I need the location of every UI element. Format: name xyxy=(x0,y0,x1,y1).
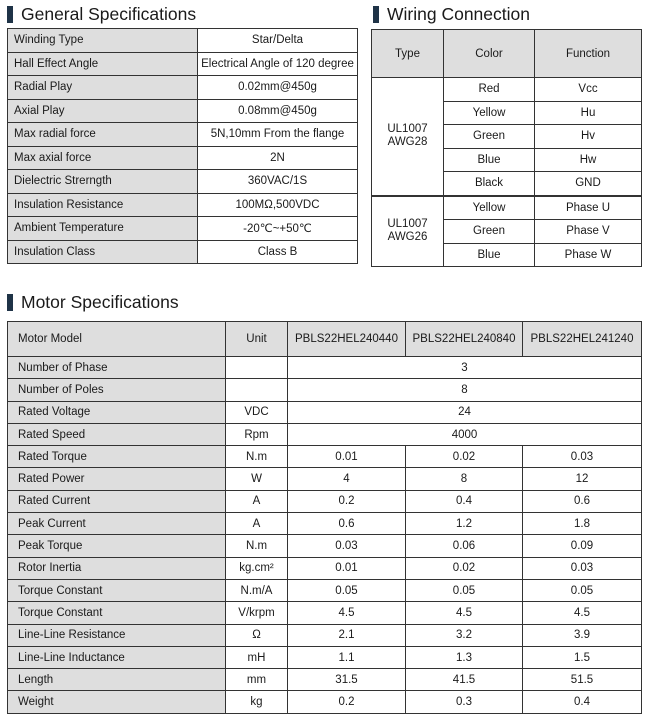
motor-spec-value-1: 2.1 xyxy=(288,624,406,646)
motor-spec-heading xyxy=(7,292,179,313)
motor-spec-row xyxy=(8,446,642,468)
general-spec-row xyxy=(8,240,358,264)
general-spec-label: Ambient Temperature xyxy=(8,217,198,241)
general-spec-value: Electrical Angle of 120 degree xyxy=(198,52,358,76)
motor-spec-shared-value: 8 xyxy=(288,379,642,401)
wiring-header-color: Color xyxy=(444,30,535,78)
motor-spec-unit xyxy=(226,379,288,401)
motor-spec-shared-value: 4000 xyxy=(288,423,642,445)
general-spec-label: Axial Play xyxy=(8,99,198,123)
motor-spec-label: Rotor Inertia xyxy=(8,557,226,579)
motor-spec-unit: A xyxy=(226,513,288,535)
wiring-title: Wiring Connection xyxy=(387,4,530,24)
motor-spec-unit: N.m/A xyxy=(226,579,288,601)
wiring-color: Green xyxy=(444,220,535,244)
motor-spec-row xyxy=(8,423,642,445)
general-spec-row xyxy=(8,76,358,100)
general-spec-value: 0.02mm@450g xyxy=(198,76,358,100)
motor-spec-value-3: 1.8 xyxy=(523,513,642,535)
motor-spec-value-2: 1.3 xyxy=(406,646,523,668)
motor-spec-value-1: 4.5 xyxy=(288,602,406,624)
motor-spec-value-2: 0.3 xyxy=(406,691,523,713)
general-spec-row xyxy=(8,217,358,241)
motor-spec-label: Rated Power xyxy=(8,468,226,490)
motor-spec-value-3: 0.4 xyxy=(523,691,642,713)
wiring-function: GND xyxy=(535,172,642,196)
motor-spec-unit: N.m xyxy=(226,535,288,557)
wiring-function: Phase V xyxy=(535,220,642,244)
motor-spec-value-1: 0.6 xyxy=(288,513,406,535)
wiring-function: Hw xyxy=(535,148,642,172)
motor-spec-value-2: 0.02 xyxy=(406,557,523,579)
motor-spec-row xyxy=(8,357,642,379)
motor-spec-unit: kg xyxy=(226,691,288,713)
general-spec-row xyxy=(8,52,358,76)
wiring-type-line: UL1007 xyxy=(387,218,428,231)
wiring-color: Black xyxy=(444,172,535,196)
motor-spec-unit: W xyxy=(226,468,288,490)
motor-spec-label: Peak Current xyxy=(8,513,226,535)
motor-spec-label: Number of Poles xyxy=(8,379,226,401)
wiring-color: Blue xyxy=(444,243,535,267)
motor-spec-label: Number of Phase xyxy=(8,357,226,379)
general-spec-row xyxy=(8,99,358,123)
motor-spec-row xyxy=(8,579,642,601)
motor-spec-row xyxy=(8,401,642,423)
motor-spec-row xyxy=(8,557,642,579)
wiring-function: Vcc xyxy=(535,78,642,102)
general-spec-row xyxy=(8,146,358,170)
motor-header-model: Motor Model xyxy=(8,322,226,357)
motor-spec-value-2: 41.5 xyxy=(406,669,523,691)
wiring-type-line: AWG26 xyxy=(387,231,428,244)
motor-spec-value-1: 0.2 xyxy=(288,691,406,713)
motor-spec-value-2: 0.4 xyxy=(406,490,523,512)
wiring-color: Yellow xyxy=(444,101,535,125)
wiring-function: Hu xyxy=(535,101,642,125)
wiring-color: Red xyxy=(444,78,535,102)
motor-spec-row xyxy=(8,468,642,490)
motor-spec-row xyxy=(8,669,642,691)
motor-spec-table xyxy=(7,321,642,714)
general-spec-row xyxy=(8,29,358,53)
motor-spec-label: Line-Line Resistance xyxy=(8,624,226,646)
motor-spec-label: Rated Torque xyxy=(8,446,226,468)
wiring-color: Blue xyxy=(444,148,535,172)
wiring-type-cell xyxy=(372,196,444,267)
motor-spec-unit: mH xyxy=(226,646,288,668)
motor-spec-label: Torque Constant xyxy=(8,602,226,624)
motor-spec-row xyxy=(8,624,642,646)
general-spec-title: General Specifications xyxy=(21,4,197,24)
heading-bar xyxy=(7,6,13,23)
motor-spec-row xyxy=(8,646,642,668)
motor-spec-row xyxy=(8,513,642,535)
wiring-type-line: UL1007 xyxy=(387,123,428,136)
motor-spec-value-1: 0.01 xyxy=(288,446,406,468)
motor-spec-row xyxy=(8,691,642,713)
motor-spec-value-3: 12 xyxy=(523,468,642,490)
wiring-color: Green xyxy=(444,125,535,149)
general-spec-label: Radial Play xyxy=(8,76,198,100)
general-spec-value: 360VAC/1S xyxy=(198,170,358,194)
general-spec-value: 2N xyxy=(198,146,358,170)
motor-spec-label: Line-Line Inductance xyxy=(8,646,226,668)
wiring-row xyxy=(372,78,642,102)
motor-header-model-1: PBLS22HEL240440 xyxy=(288,322,406,357)
motor-spec-value-2: 0.02 xyxy=(406,446,523,468)
motor-spec-value-3: 51.5 xyxy=(523,669,642,691)
motor-spec-value-3: 0.6 xyxy=(523,490,642,512)
general-spec-value: -20℃~+50℃ xyxy=(198,217,358,241)
motor-spec-value-3: 0.03 xyxy=(523,557,642,579)
motor-spec-row xyxy=(8,490,642,512)
motor-spec-value-2: 4.5 xyxy=(406,602,523,624)
motor-spec-value-2: 0.06 xyxy=(406,535,523,557)
motor-spec-label: Peak Torque xyxy=(8,535,226,557)
wiring-table xyxy=(371,29,642,267)
motor-spec-row xyxy=(8,379,642,401)
wiring-row xyxy=(372,196,642,220)
general-spec-value: 0.08mm@450g xyxy=(198,99,358,123)
general-spec-label: Dielectric Strerngth xyxy=(8,170,198,194)
motor-spec-unit: A xyxy=(226,490,288,512)
motor-spec-shared-value: 24 xyxy=(288,401,642,423)
motor-spec-value-3: 0.03 xyxy=(523,446,642,468)
motor-spec-label: Length xyxy=(8,669,226,691)
wiring-color: Yellow xyxy=(444,196,535,220)
motor-spec-label: Torque Constant xyxy=(8,579,226,601)
general-spec-value: 100MΩ,500VDC xyxy=(198,193,358,217)
motor-spec-value-2: 1.2 xyxy=(406,513,523,535)
general-spec-row xyxy=(8,170,358,194)
motor-spec-value-3: 0.05 xyxy=(523,579,642,601)
motor-spec-value-1: 0.01 xyxy=(288,557,406,579)
motor-spec-value-3: 0.09 xyxy=(523,535,642,557)
motor-spec-value-3: 3.9 xyxy=(523,624,642,646)
motor-header-model-3: PBLS22HEL241240 xyxy=(523,322,642,357)
motor-spec-unit xyxy=(226,357,288,379)
general-spec-label: Insulation Resistance xyxy=(8,193,198,217)
wiring-function: Phase W xyxy=(535,243,642,267)
motor-spec-unit: Rpm xyxy=(226,423,288,445)
wiring-heading xyxy=(373,4,530,25)
motor-spec-value-1: 0.2 xyxy=(288,490,406,512)
general-spec-value: 5N,10mm From the flange xyxy=(198,123,358,147)
motor-spec-value-1: 31.5 xyxy=(288,669,406,691)
motor-spec-unit: V/krpm xyxy=(226,602,288,624)
motor-spec-value-3: 1.5 xyxy=(523,646,642,668)
wiring-type-line: AWG28 xyxy=(387,136,428,149)
motor-spec-value-1: 0.03 xyxy=(288,535,406,557)
motor-spec-row xyxy=(8,602,642,624)
motor-spec-label: Weight xyxy=(8,691,226,713)
general-spec-table xyxy=(7,28,358,264)
wiring-function: Hv xyxy=(535,125,642,149)
general-spec-label: Winding Type xyxy=(8,29,198,53)
motor-spec-value-2: 3.2 xyxy=(406,624,523,646)
general-spec-label: Max axial force xyxy=(8,146,198,170)
motor-spec-value-1: 1.1 xyxy=(288,646,406,668)
motor-spec-value-1: 0.05 xyxy=(288,579,406,601)
general-spec-value: Class B xyxy=(198,240,358,264)
general-spec-label: Hall Effect Angle xyxy=(8,52,198,76)
motor-spec-unit: kg.cm² xyxy=(226,557,288,579)
motor-spec-unit: Ω xyxy=(226,624,288,646)
general-spec-row xyxy=(8,123,358,147)
motor-spec-row xyxy=(8,535,642,557)
general-spec-label: Insulation Class xyxy=(8,240,198,264)
motor-spec-label: Rated Speed xyxy=(8,423,226,445)
motor-header-model-2: PBLS22HEL240840 xyxy=(406,322,523,357)
wiring-header-type: Type xyxy=(372,30,444,78)
general-spec-value: Star/Delta xyxy=(198,29,358,53)
motor-spec-title: Motor Specifications xyxy=(21,292,179,312)
motor-header-unit: Unit xyxy=(226,322,288,357)
motor-spec-unit: mm xyxy=(226,669,288,691)
motor-spec-shared-value: 3 xyxy=(288,357,642,379)
heading-bar xyxy=(373,6,379,23)
motor-spec-value-2: 0.05 xyxy=(406,579,523,601)
general-spec-heading xyxy=(7,4,196,25)
general-spec-row xyxy=(8,193,358,217)
motor-spec-label: Rated Voltage xyxy=(8,401,226,423)
wiring-header-function: Function xyxy=(535,30,642,78)
heading-bar xyxy=(7,294,13,311)
motor-spec-unit: VDC xyxy=(226,401,288,423)
motor-spec-value-3: 4.5 xyxy=(523,602,642,624)
motor-spec-value-1: 4 xyxy=(288,468,406,490)
motor-spec-label: Rated Current xyxy=(8,490,226,512)
motor-spec-value-2: 8 xyxy=(406,468,523,490)
wiring-function: Phase U xyxy=(535,196,642,220)
motor-spec-unit: N.m xyxy=(226,446,288,468)
general-spec-label: Max radial force xyxy=(8,123,198,147)
wiring-type-cell xyxy=(372,78,444,196)
